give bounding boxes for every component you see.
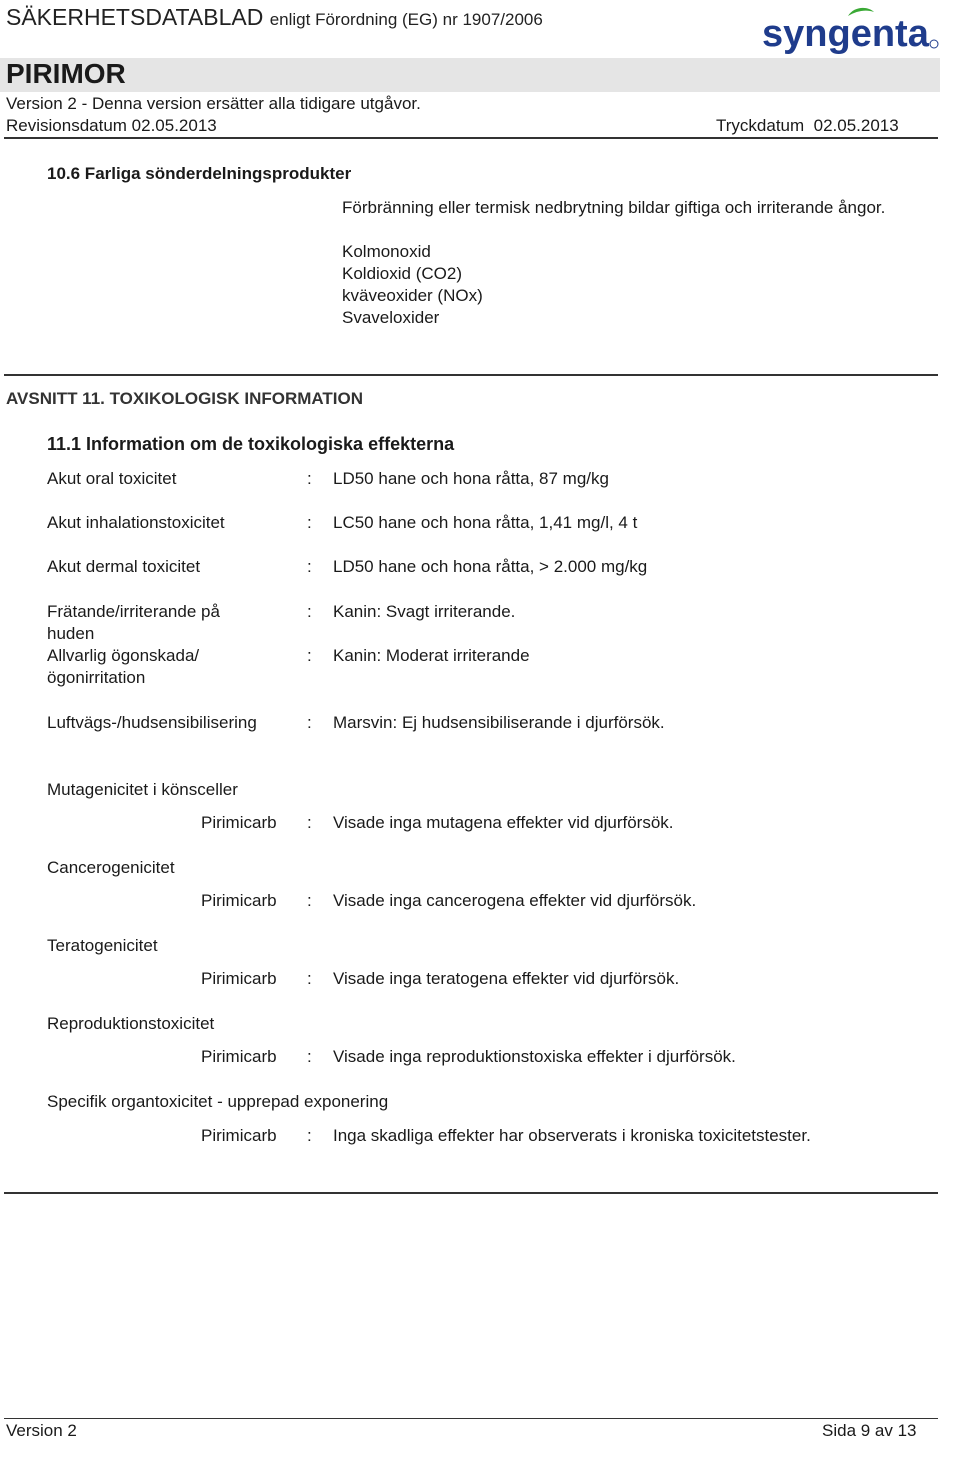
tox-label: Frätande/irriterande på [47,602,220,621]
colon: : [307,969,312,988]
colon: : [307,1126,312,1145]
footer-divider [4,1418,938,1419]
tox-label: Akut oral toxicitet [47,469,177,488]
registered-mark-icon [930,40,938,48]
section-11-divider [4,374,938,376]
decomposition-item: Koldioxid (CO2) [342,264,462,283]
tox-label: Allvarlig ögonskada/ [47,646,200,665]
tox-value: Kanin: Moderat irriterande [333,646,530,665]
colon: : [307,813,312,832]
decomposition-item: Svaveloxider [342,308,440,327]
content-end-divider [4,1192,938,1194]
block-heading: Cancerogenicitet [47,858,175,877]
product-band [0,58,940,92]
print-date-value: 02.05.2013 [813,116,899,135]
page-number: Sida 9 av 13 [822,1421,917,1440]
tox-value: Kanin: Svagt irriterande. [333,602,516,621]
block-heading: Teratogenicitet [47,936,158,955]
decomposition-item: Kolmonoxid [342,242,431,261]
colon: : [307,513,312,532]
tox-value: LD50 hane och hona råtta, > 2.000 mg/kg [333,557,648,576]
decomposition-intro: Förbränning eller termisk nedbrytning bildar giftiga och irriterande ångor. [342,198,886,217]
regulation-text: enligt Förordning (EG) nr 1907/2006 [269,10,543,29]
colon: : [307,469,312,488]
colon: : [307,713,312,732]
tox-label: Akut inhalationstoxicitet [47,513,225,532]
substance-name: Pirimicarb [201,969,277,988]
colon: : [307,602,312,621]
print-date [716,116,899,136]
section-11-heading: AVSNITT 11. TOXIKOLOGISK INFORMATION [6,389,364,408]
tox-label: Akut dermal toxicitet [47,557,201,576]
substance-name: Pirimicarb [201,813,277,832]
version-line: Version 2 - Denna version ersätter alla tidigare utgåvor. [6,94,421,113]
block-heading: Specifik organtoxicitet - upprepad exponering [47,1092,389,1111]
tox-value: LD50 hane och hona råtta, 87 mg/kg [333,469,609,488]
tox-value: LC50 hane och hona råtta, 1,41 mg/l, 4 t [333,513,638,532]
substance-value: Visade inga cancerogena effekter vid djurförsök. [333,891,697,910]
block-heading: Mutagenicitet i könsceller [47,780,238,799]
tox-value: Marsvin: Ej hudsensibiliserande i djurförsök. [333,713,665,732]
doc-title-text: SÄKERHETSDATABLAD [6,4,264,30]
tox-label-cont: huden [47,624,95,643]
logo-wordmark: syngenta [762,13,929,55]
syngenta-logo [762,6,940,56]
substance-name: Pirimicarb [201,1047,277,1066]
product-name: PIRIMOR [6,58,126,89]
substance-value: Visade inga reproduktionstoxiska effekter i djurförsök. [333,1047,736,1066]
block-heading: Reproduktionstoxicitet [47,1014,215,1033]
substance-value: Inga skadliga effekter har observerats i kroniska toxicitetstester. [333,1126,811,1145]
document-title [6,4,543,31]
substance-name: Pirimicarb [201,891,277,910]
tox-label: Luftvägs-/hudsensibilisering [47,713,257,732]
colon: : [307,1047,312,1066]
colon: : [307,646,312,665]
substance-name: Pirimicarb [201,1126,277,1145]
header-divider [4,137,938,139]
decomposition-item: kväveoxider (NOx) [342,286,483,305]
tox-label-cont: ögonirritation [47,668,146,687]
substance-value: Visade inga mutagena effekter vid djurförsök. [333,813,674,832]
substance-value: Visade inga teratogena effekter vid djurförsök. [333,969,680,988]
footer-version: Version 2 [6,1421,77,1440]
colon: : [307,557,312,576]
section-11-1-heading: 11.1 Information om de toxikologiska effekterna [47,434,455,454]
print-label: Tryckdatum [716,116,805,135]
section-10-6-heading: 10.6 Farliga sönderdelningsprodukter [47,164,352,183]
colon: : [307,891,312,910]
revision-date: Revisionsdatum 02.05.2013 [6,116,217,135]
